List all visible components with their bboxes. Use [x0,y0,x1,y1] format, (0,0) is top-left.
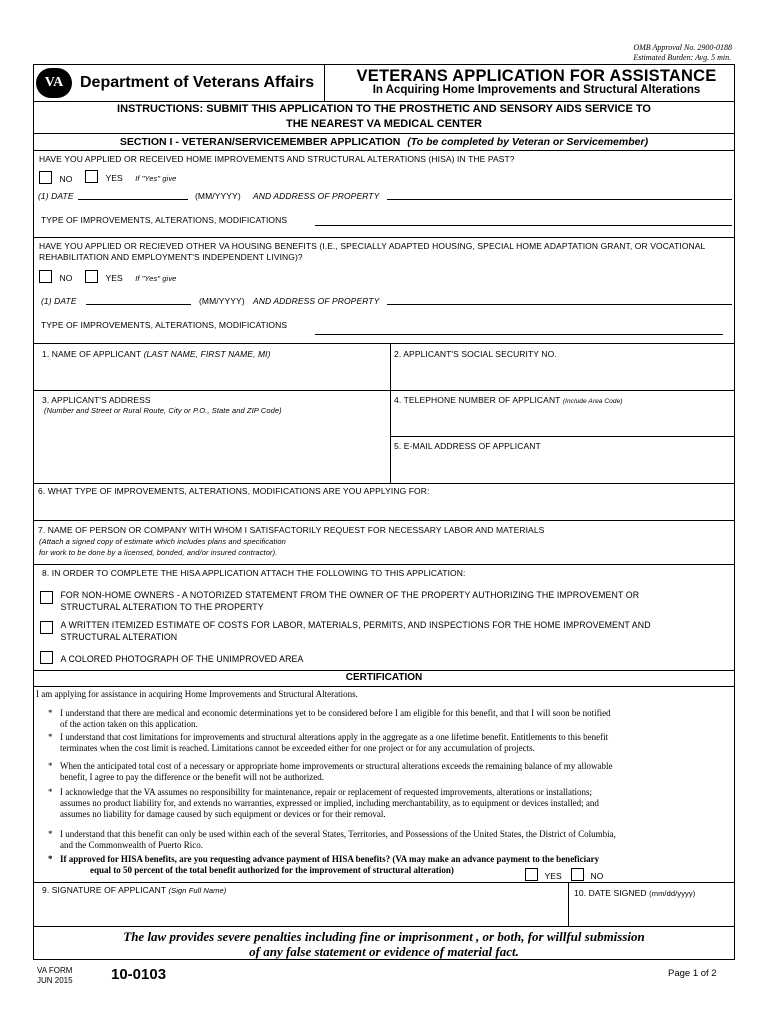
certification-line: I acknowledge that the VA assumes no responsibility for maintenance, repair or replacement of requested improvements, alterations or installations; [60,787,593,797]
section-1-title [34,136,734,148]
field-4-hint: (Include Area Code) [562,398,623,405]
field-4-label [394,395,623,405]
attach-option-3-text: A COLORED PHOTOGRAPH OF THE UNIMPROVED AREA [60,654,304,664]
attach-option-1-text [60,589,639,613]
certification-line: I understand that this benefit can only be used within each of the several States, Territories, and Possessions of the United States, the District of Columbia, [60,829,616,839]
divider [34,686,734,687]
field-2-label: 2. APPLICANT'S SOCIAL SECURITY NO. [394,349,557,359]
hisa-no-checkbox[interactable] [39,171,52,184]
other-type-field[interactable] [315,334,723,335]
attach-option-2-checkbox[interactable] [40,621,53,634]
certification-item [48,761,726,783]
applicant-name-input[interactable] [38,361,386,389]
attach-option-1-line: STRUCTURAL ALTERATION TO THE PROPERTY [60,602,264,612]
penalty-warning-line: of any false statement or evidence of material fact. [249,944,519,959]
instructions-line: INSTRUCTIONS: SUBMIT THIS APPLICATION TO THE PROSTHETIC AND SENSORY AIDS SERVICE TO [117,103,651,115]
certification-line: assumes no product liability for, and extends no warranties, expressed or implied, including merchantability, as to equipment or devices installed; and [60,798,599,808]
field-7-hint-line: (Attach a signed copy of estimate which includes plans and specification [39,537,286,546]
field-1-label [42,349,271,359]
divider [390,436,734,437]
bullet-star-icon: * [48,732,53,742]
signature-input[interactable] [38,897,564,925]
attach-option-2-text [60,619,650,643]
field-9-title: 9. SIGNATURE OF APPLICANT [42,885,167,895]
attach-option-2-line: A WRITTEN ITEMIZED ESTIMATE OF COSTS FOR LABOR, MATERIALS, PERMITS, AND INSPECTIONS FOR THE HOME IMPROVEMENT AND [60,620,651,630]
attach-option-2 [40,619,651,643]
field-6-label: 6. WHAT TYPE OF IMPROVEMENTS, ALTERATIONS, MODIFICATIONS ARE YOU APPLYING FOR: [38,486,430,496]
certification-line: and the Commonwealth of Puerto Rico. [60,840,203,850]
other-date-field[interactable] [86,304,191,305]
field-8-label: 8. IN ORDER TO COMPLETE THE HISA APPLICATION ATTACH THE FOLLOWING TO THIS APPLICATION: [42,568,466,578]
date-signed-input[interactable] [572,900,730,925]
email-input[interactable] [394,453,730,481]
other-date-format: (MM/YYYY) [199,296,245,306]
advance-payment-question [48,854,726,876]
advance-payment-line: If approved for HISA benefits, are you requesting advance payment of HISA benefits? (VA may make an advance payment to the beneficiary [60,854,600,864]
hisa-type-field[interactable] [315,225,732,226]
attach-option-1-line: FOR NON-HOME OWNERS - A NOTORIZED STATEMENT FROM THE OWNER OF THE PROPERTY AUTHORIZING THE IMPROVEMENT OR [60,590,640,600]
field-9-hint: (Sign Full Name) [168,886,227,895]
field-1-hint: (LAST NAME, FIRST NAME, MI) [143,349,271,359]
field-1-title: 1. NAME OF APPLICANT [42,349,142,359]
field-3-hint: (Number and Street or Rural Route, City or P.O., State and ZIP Code) [44,406,282,415]
field-7-hint [39,536,286,558]
divider [34,564,734,565]
hisa-yes-checkbox[interactable] [85,170,98,183]
page-number: Page 1 of 2 [668,968,717,979]
divider [34,926,734,927]
divider [34,237,734,238]
va-seal-icon: VA [36,68,72,98]
applicant-address-input[interactable] [38,417,386,481]
hisa-address-field[interactable] [387,199,732,200]
hisa-question: HAVE YOU APPLIED OR RECEIVED HOME IMPROVEMENTS AND STRUCTURAL ALTERATIONS (HISA) IN THE PAST? [39,154,515,164]
field-7-label: 7. NAME OF PERSON OR COMPANY WITH WHOM I SATISFACTORILY REQUEST FOR NECESSARY LABOR AND MATERIALS [38,525,545,535]
certification-line: I understand that there are medical and economic determinations yet to be considered before I am eligible for this benefit, and that I will soon be notified [60,708,611,718]
hisa-address-label: AND ADDRESS OF PROPERTY [253,191,380,201]
attach-option-1-checkbox[interactable] [40,591,53,604]
divider [34,133,734,134]
hisa-no-option [39,169,72,187]
penalty-warning-line: The law provides severe penalties including fine or imprisonment , or both, for willful submission [123,929,645,944]
bullet-star-icon: * [48,787,53,797]
advance-yes-checkbox[interactable] [525,868,538,881]
certification-line: terminates when the cost limit is reached. Limitations cannot be exceeded either for one project or for any accumulation of projects. [60,743,535,753]
hisa-if-yes: If "Yes" give [135,174,177,183]
hisa-yes-option [85,168,176,186]
hisa-date-field[interactable] [78,199,188,200]
bullet-star-icon: * [48,708,53,718]
certification-line: assumes no liability for damage caused by such equipment or devices or for their removal. [60,809,386,819]
certification-line: of the action taken on this application. [60,719,198,729]
divider [34,520,734,521]
divider [34,670,734,671]
form-date: JUN 2015 [37,976,73,985]
certification-item [48,829,726,851]
field-10-hint: (mm/dd/yyyy) [649,889,696,898]
certification-line: I understand that cost limitations for improvements and structural alterations apply in the aggregate as a one lifetime benefit. Entitlements to this benefit [60,732,609,742]
other-date-label: (1) DATE [41,296,77,306]
other-no-label: NO [59,273,73,283]
divider [324,65,325,101]
hisa-type-label: TYPE OF IMPROVEMENTS, ALTERATIONS, MODIFICATIONS [41,215,288,225]
certification-title: CERTIFICATION [345,672,423,683]
divider [34,150,734,151]
instructions [34,102,734,132]
advance-no-label: NO [590,871,604,881]
other-question-line: HAVE YOU APPLIED OR RECIEVED OTHER VA HOUSING BENEFITS (I.E., SPECIALLY ADAPTED HOUSING, SPECIAL HOME ADAPTATION GRANT, OR VOCATIONAL [39,241,706,251]
other-question [39,241,705,263]
omb-burden: Estimated Burden: Avg. 5 min. [633,53,732,62]
other-address-field[interactable] [387,304,732,305]
form-title: VETERANS APPLICATION FOR ASSISTANCE [356,67,717,85]
advance-yes-label: YES [544,871,562,881]
bullet-star-icon: * [48,829,53,839]
certification-item [48,732,726,754]
other-if-yes: If "Yes" give [135,274,177,283]
advance-no-checkbox[interactable] [571,868,584,881]
field-7-hint-line: for work to be done by a licensed, bonded, and/or insured contractor). [39,548,278,557]
hisa-date-format: (MM/YYYY) [195,191,241,201]
field-9-label [42,885,226,895]
hisa-no-label: NO [59,174,73,184]
hisa-yes-label: YES [105,173,123,183]
divider [34,390,734,391]
field-3-label: 3. APPLICANT'S ADDRESS [42,395,151,405]
penalty-warning [34,929,734,959]
divider [34,483,734,484]
divider [34,343,734,344]
form-number: 10-0103 [111,966,167,983]
form-frame [33,64,735,960]
improvements-type-input[interactable] [38,498,730,518]
attach-option-2-line: STRUCTURAL ALTERATION [60,632,178,642]
other-yes-option [85,268,176,286]
department-name: Department of Veterans Affairs [80,74,315,91]
other-no-checkbox[interactable] [39,270,52,283]
other-yes-label: YES [105,273,123,283]
va-logo-block [34,65,324,101]
divider [34,882,734,883]
attach-option-1 [40,589,639,613]
other-question-line: REHABILITATION AND EMPLOYMENT'S INDEPENDENT LIVING)? [39,252,303,262]
other-address-label: AND ADDRESS OF PROPERTY [253,296,380,306]
section-1-label: SECTION I - VETERAN/SERVICEMEMBER APPLICATION [119,136,401,148]
attach-option-3 [40,649,303,667]
divider [390,343,391,483]
form-label: VA FORM [37,966,73,975]
divider [568,882,569,926]
bullet-star-icon: * [48,854,53,864]
omb-notice [633,43,732,63]
field-10-label [574,888,695,898]
other-type-label: TYPE OF IMPROVEMENTS, ALTERATIONS, MODIFICATIONS [41,320,288,330]
form-subtitle: In Acquiring Home Improvements and Structural Alterations [372,84,701,96]
hisa-date-label: (1) DATE [38,191,74,201]
attach-option-3-checkbox[interactable] [40,651,53,664]
other-no-option [39,268,72,286]
certification-intro: I am applying for assistance in acquiring Home Improvements and Structural Alterations. [36,689,358,699]
field-5-label: 5. E-MAIL ADDRESS OF APPLICANT [394,441,541,451]
certification-line: When the anticipated total cost of a necessary or appropriate home improvements or structural alterations exceeds the remaining balance of my allowable [60,761,613,771]
instructions-line: THE NEAREST VA MEDICAL CENTER [286,118,482,130]
advance-payment-line: equal to 50 percent of the total benefit authorized for the improvement of structural alteration) [90,865,454,875]
section-1-note: (To be completed by Veteran or Servicemember) [407,136,649,148]
bullet-star-icon: * [48,761,53,771]
other-yes-checkbox[interactable] [85,270,98,283]
omb-approval: OMB Approval No. 2900-0188 [633,43,732,52]
certification-line: benefit, I agree to pay the difference or the benefit will not be authorized. [60,772,324,782]
certification-item [48,787,726,820]
field-10-title: 10. DATE SIGNED [574,888,647,898]
form-id-block [37,966,73,986]
field-4-title: 4. TELEPHONE NUMBER OF APPLICANT [394,395,561,405]
telephone-input[interactable] [394,407,730,435]
contractor-input[interactable] [364,537,730,561]
certification-item [48,708,726,730]
ssn-input[interactable] [394,361,730,389]
